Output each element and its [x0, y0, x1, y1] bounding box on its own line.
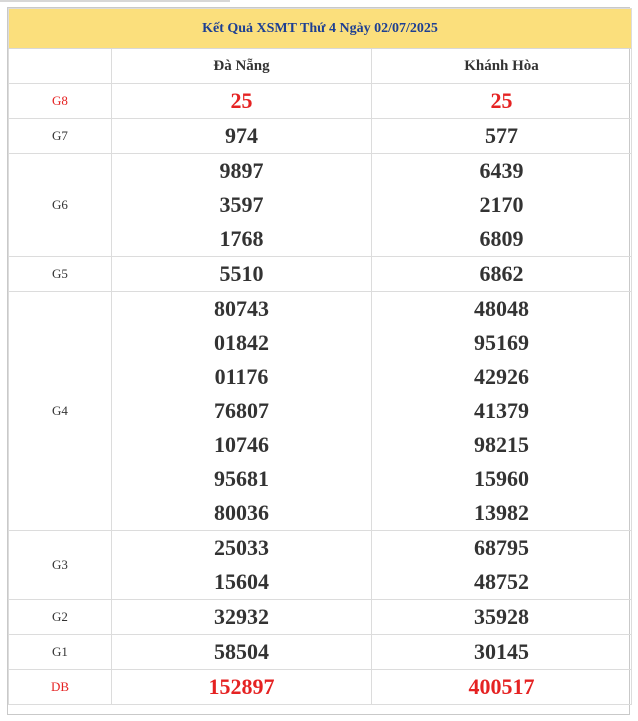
prize-number: 42926	[372, 360, 632, 394]
province-header: Đà Nẵng	[112, 49, 372, 84]
prize-row	[9, 257, 632, 292]
prize-number: 41379	[372, 394, 632, 428]
prize-number: 48752	[372, 565, 632, 600]
prize-number: 98215	[372, 428, 632, 462]
prize-number: 58504	[112, 635, 372, 670]
prize-row	[9, 670, 632, 705]
prize-number: 1768	[112, 222, 372, 257]
prize-number: 35928	[372, 600, 632, 635]
prize-number: 80743	[112, 292, 372, 327]
results-table	[8, 8, 632, 705]
prize-row	[9, 531, 632, 566]
prize-number: 2170	[372, 188, 632, 222]
prize-number: 152897	[112, 670, 372, 705]
prize-number: 48048	[372, 292, 632, 327]
prize-number: 25	[372, 84, 632, 119]
prize-number: 01842	[112, 326, 372, 360]
prize-number: 577	[372, 119, 632, 154]
prize-label: DB	[9, 670, 112, 705]
prize-row	[9, 84, 632, 119]
prize-row	[9, 292, 632, 327]
prize-number: 6862	[372, 257, 632, 292]
prize-number: 30145	[372, 635, 632, 670]
province-header: Khánh Hòa	[372, 49, 632, 84]
prize-number: 3597	[112, 188, 372, 222]
top-tab-strip	[0, 0, 230, 2]
prize-label: G7	[9, 119, 112, 154]
prize-row	[9, 154, 632, 189]
results-body	[9, 84, 632, 705]
prize-number: 6809	[372, 222, 632, 257]
prize-number: 32932	[112, 600, 372, 635]
prize-number: 76807	[112, 394, 372, 428]
prize-row	[9, 600, 632, 635]
prize-number: 01176	[112, 360, 372, 394]
prize-number: 15960	[372, 462, 632, 496]
prize-number: 5510	[112, 257, 372, 292]
prize-label: G6	[9, 154, 112, 257]
prize-number: 95681	[112, 462, 372, 496]
prize-number: 80036	[112, 496, 372, 531]
prize-number: 95169	[372, 326, 632, 360]
prize-label: G4	[9, 292, 112, 531]
prize-row	[9, 119, 632, 154]
results-panel	[7, 7, 630, 715]
prize-number: 25033	[112, 531, 372, 566]
prize-number: 400517	[372, 670, 632, 705]
prize-number: 6439	[372, 154, 632, 189]
prize-number: 13982	[372, 496, 632, 531]
prize-number: 974	[112, 119, 372, 154]
prize-number: 25	[112, 84, 372, 119]
prize-label: G2	[9, 600, 112, 635]
header-row	[9, 49, 632, 84]
header-empty-cell	[9, 49, 112, 84]
prize-number: 15604	[112, 565, 372, 600]
prize-row	[9, 635, 632, 670]
prize-label: G5	[9, 257, 112, 292]
prize-number: 68795	[372, 531, 632, 566]
results-title: Kết Quả XSMT Thứ 4 Ngày 02/07/2025	[9, 9, 632, 49]
prize-label: G3	[9, 531, 112, 600]
prize-label: G8	[9, 84, 112, 119]
prize-number: 10746	[112, 428, 372, 462]
prize-label: G1	[9, 635, 112, 670]
prize-number: 9897	[112, 154, 372, 189]
